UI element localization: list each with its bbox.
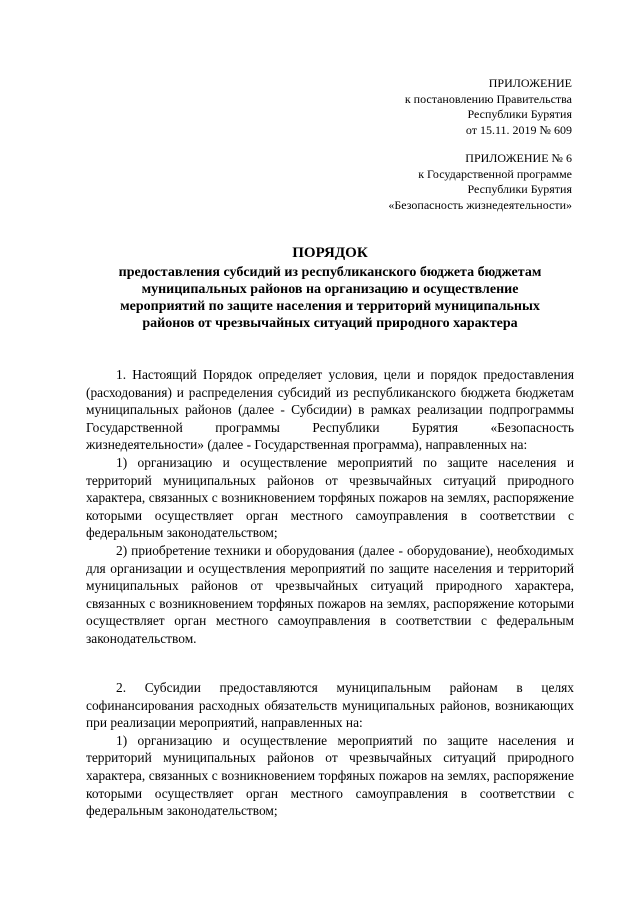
- appendix-republic: Республики Бурятия: [467, 107, 572, 121]
- document-heading: [100, 244, 560, 332]
- appendix-resolution-ref: к постановлению Правительства: [404, 91, 572, 106]
- appendix-program-republic: Республики Бурятия: [467, 182, 572, 196]
- section-1-intro: 1. Настоящий Порядок определяет условия, цели и порядок предоставления (расходования) и распределения субсидий из республиканского бюджета бюджетам муниципальных районов (далее - Субсидии) в рамках реализации подпрограммы Государственной программы Республики Бурятия «Безопасность жизнедеятельности» (далее - Государственная программа), направленных на:: [86, 367, 574, 453]
- section-2-intro: 2. Субсидии предоставляются муниципальным районам в целях софинансирования расходных обязательств муниципальных районов, возникающих при реализации мероприятий, направленных на:: [86, 680, 574, 731]
- section-1: [86, 366, 574, 648]
- section-1-item-1: 1) организацию и осуществление мероприятий по защите населения и территорий муниципальных районов от чрезвычайных ситуаций природного характера, связанных с возникновением торфяных пожаров на землях, распоряжение которыми осуществляет орган местного самоуправления в соответствии с федеральным законодательством;: [86, 454, 574, 541]
- appendix-program-name: «Безопасность жизнедеятельности»: [388, 197, 572, 212]
- section-2: [86, 679, 574, 820]
- appendix-program-header: [312, 151, 572, 213]
- appendix-resolution-header: [312, 76, 572, 138]
- document-subtitle: предоставления субсидий из республиканского бюджета бюджетам муниципальных районов на организацию и осуществление мероприятий по защите населения и территорий муниципальных районов от чрезвычайных ситуаций природного характера: [118, 265, 542, 331]
- appendix-label: ПРИЛОЖЕНИЕ: [488, 76, 572, 90]
- section-2-item-1: 1) организацию и осуществление мероприятий по защите населения и территорий муниципальных районов от чрезвычайных ситуаций природного характера, связанных с возникновением торфяных пожаров на землях, распоряжение которыми осуществляет орган местного самоуправления в соответствии с федеральным законодательством;: [86, 732, 574, 819]
- section-1-item-2: 2) приобретение техники и оборудования (далее - оборудование), необходимых для организации и осуществления мероприятий по защите населения и территорий муниципальных районов от чрезвычайных ситуаций природного характера, связанных с возникновением торфяных пожаров на землях, распоряжение которыми осуществляет орган местного самоуправления в соответствии с федеральным законодательством.: [86, 542, 574, 646]
- appendix-number-label: ПРИЛОЖЕНИЕ № 6: [465, 151, 572, 165]
- appendix-date-number: от 15.11. 2019 № 609: [465, 122, 572, 137]
- appendix-program-ref: к Государственной программе: [418, 166, 572, 181]
- document-title: ПОРЯДОК: [292, 245, 368, 261]
